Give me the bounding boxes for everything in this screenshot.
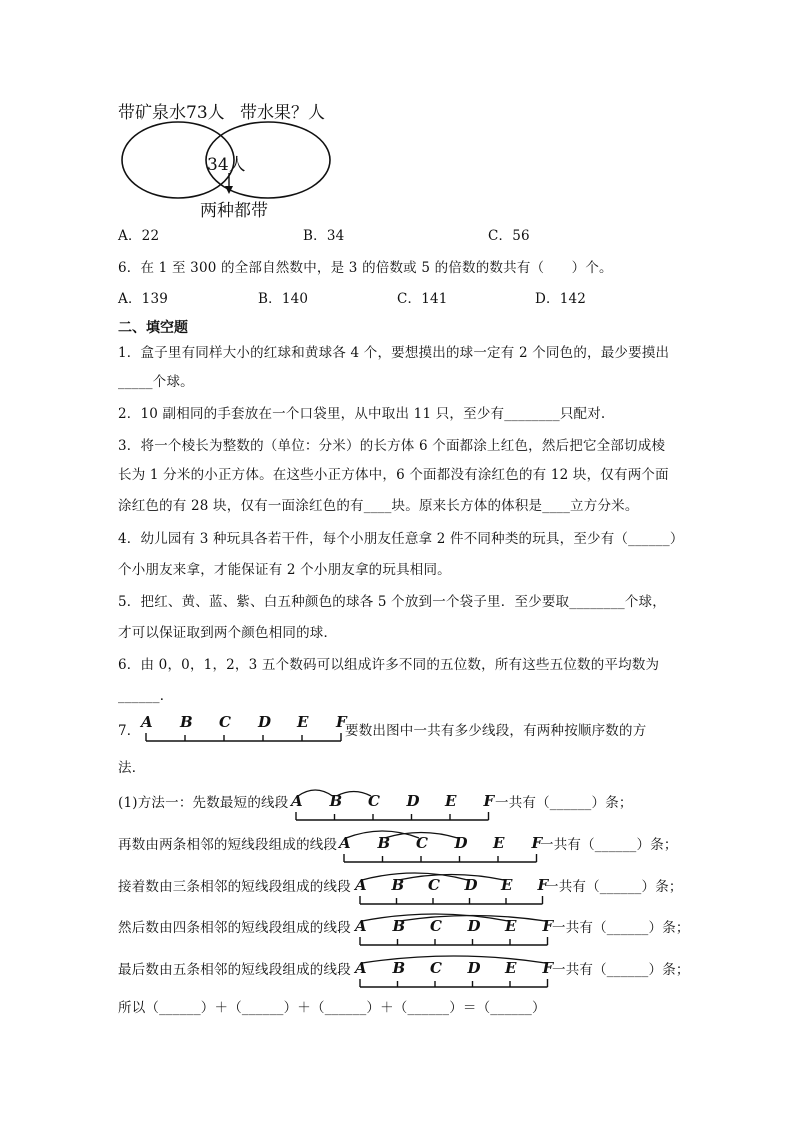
method1-segment-letter-a: A [291,792,303,810]
method4-segment-letter-d: D [467,917,481,935]
method2-prefix: 再数由两条相邻的短线段组成的线段 [118,837,338,853]
q6-option-b: B．140 [258,291,309,307]
method4-segment-letter-f: F [542,917,554,935]
method4-prefix: 然后数由四条相邻的短线段组成的线段 [118,920,351,936]
method4-suffix: 一共有（______）条； [552,920,690,936]
method2-segment-letter-b: B [377,834,391,852]
fill-q2: 2．10 副相同的手套放在一个口袋里，从中取出 11 只，至少有________只配对. [118,406,606,422]
method5-segment-letter-f: F [542,959,554,977]
q5-option-c: C．56 [488,228,530,244]
fill-q7-text: 要数出图中一共有多少线段，有两种按顺序数的方 [345,723,647,739]
method2-segment-letter-e: E [493,834,505,852]
q7-segment-letter-f: F [336,713,347,731]
method5-segment-arc [362,956,546,963]
method5-segment-letter-d: D [467,959,481,977]
method1-segment-letter-f: F [483,792,495,810]
fill-q4-line1: 4．幼儿园有 3 种玩具各若干件，每个小朋友任意拿 2 件不同种类的玩具，至少有（______） [118,531,684,547]
method2-suffix: 一共有（______）条； [540,837,678,853]
method4-segment-letter-a: A [355,917,367,935]
fill-q4-line2: 个小朋友来拿，才能保证有 2 个小朋友拿的玩具相同。 [118,562,451,578]
section-title: 二、填空题 [118,320,188,336]
method3-segment-letter-a: A [355,876,367,894]
fill-q6-line2: ______． [118,688,174,704]
method4-segment-letter-e: E [505,917,517,935]
fill-q5-line1: 5．把红、黄、蓝、紫、白五种颜色的球各 5 个放到一个袋子里．至少要取________个球， [118,594,666,610]
q7-segment-letter-a: A [141,713,153,731]
q5-option-a: A．22 [118,228,160,244]
method5-suffix: 一共有（______）条； [552,962,690,978]
venn-bottom-label: 两种都带 [200,201,268,221]
venn-title-right: 带水果？人 [240,103,325,123]
method1-segment-letter-b: B [329,792,343,810]
venn-title-left: 带矿泉水73人 [118,103,225,123]
method1-segment-arc [298,790,333,796]
q6-option-a: A．139 [118,291,169,307]
method1-segment-letter-c: C [368,792,380,810]
q6-option-d: D．142 [535,291,587,307]
q5-option-b: B．34 [303,228,345,244]
method5-segment-letter-a: A [355,959,367,977]
method2-segment-letter-a: A [339,834,351,852]
method5-segment-letter-b: B [392,959,406,977]
method1-suffix: 一共有（______）条； [495,795,633,811]
fill-q3-line2: 长为 1 分米的小正方体。在这些小正方体中，6 个面都没有涂红色的有 12 块，仅有两个面 [118,467,669,483]
q6-option-c: C．141 [397,291,448,307]
method3-segment-letter-b: B [391,876,405,894]
method3-segment-letter-f: F [537,876,549,894]
fill-q1-line1: 1．盒子里有同样大小的红球和黄球各 4 个，要想摸出的球一定有 2 个同色的，最少要摸出 [118,345,670,361]
method1-prefix: (1)方法一：先数最短的线段 [118,795,289,811]
method3-suffix: 一共有（______）条； [545,879,683,895]
method1-segment-letter-e: E [445,792,457,810]
method4-segment-letter-c: C [430,917,442,935]
method3-segment-letter-d: D [464,876,478,894]
q7-segment-letter-d: D [258,713,272,731]
venn-intersection-label: 34人 [207,155,246,175]
fill-q3-line1: 3．将一个棱长为整数的（单位：分米）的长方体 6 个面都涂上红色，然后把它全部切成棱 [118,438,666,454]
method3-segment-letter-e: E [501,876,513,894]
method4-segment-letter-b: B [392,917,406,935]
q7-segment-letter-c: C [219,713,231,731]
method2-segment-letter-d: D [454,834,468,852]
q7-segment-letter-e: E [297,713,309,731]
fill-q6-line1: 6．由 0，0，1，2，3 五个数码可以组成许多不同的五位数，所有这些五位数的平均数为 [118,657,660,673]
method3-segment-letter-c: C [428,876,440,894]
method5-segment-letter-e: E [505,959,517,977]
method3-prefix: 接着数由三条相邻的短线段组成的线段 [118,879,351,895]
method2-segment-letter-f: F [531,834,543,852]
method5-segment-letter-c: C [430,959,442,977]
fill-q7-number: 7． [118,723,141,739]
method1-segment-letter-d: D [406,792,420,810]
method5-prefix: 最后数由五条相邻的短线段组成的线段 [118,962,351,978]
q7-segment-letter-b: B [180,713,193,731]
q6-stem: 6．在 1 至 300 的全部自然数中，是 3 的倍数或 5 的倍数的数共有（ ）个。 [118,260,613,276]
fill-q1-line2: _____个球。 [118,374,194,390]
method3-segment-arc [399,875,505,881]
sum-line: 所以（______）＋（______）＋（______）＋（______）＝（______） [118,1000,546,1016]
fill-q5-line2: 才可以保证取到两个颜色相同的球． [118,625,338,641]
fill-q3-line3: 涂红色的有 28 块，仅有一面涂红色的有____块。原来长方体的体积是____立方分米。 [118,498,639,514]
fill-q7-line2: 法． [118,760,146,776]
method2-segment-letter-c: C [416,834,428,852]
